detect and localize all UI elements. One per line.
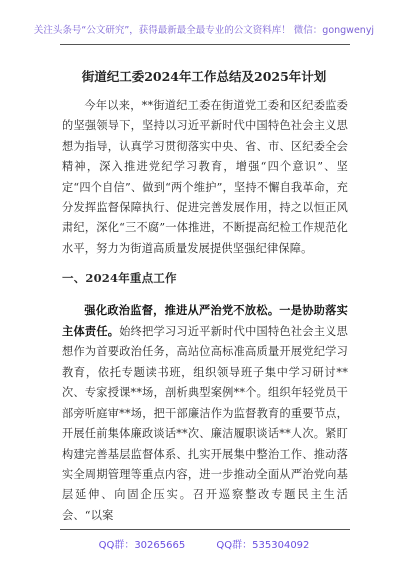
work-paragraph-text: 始终把学习习近平新时代中国特色社会主义思想作为首要政治任务，高站位高标准高质量开展党纪学习教育，依托专题读书班，组织领导班子集中学习研讨**次、专家授课**场，剖析典型案例**个。组织年轻党员干部旁听庭审**场，把干部廉洁作为监督教育的重要节点，开展任前集体廉政谈话**次、廉洁履职谈话**人次。紧盯构建完善基层监督体系、扎实开展集中整治工作、推动落实全周期管理等重点内容，进一步推动全面从严治党向基层延伸、向固企压实。召开巡察整改专题民主生活会、“以案 — [62, 325, 348, 522]
intro-paragraph: 今年以来，**街道纪工委在街道党工委和区纪委监委的坚强领导下，坚持以习近平新时代中国特色社会主义思想为指导，认真学习贯彻落实中央、省、市、区纪委全会精神，深入推进党纪学习教育，增强“四个意识”、坚定“四个自信”、做到“两个维护”，坚持不懈自我革命，充分发挥监督保障执行、促进完善发展作用，持之以恒正风肃纪，深化“三不腐”一体推进，不断提高纪检工作规范化水平，努力为街道高质量发展提供坚强纪律保障。 — [62, 99, 348, 255]
promo-header: 关注头条号“公文研究”，获得最新最全最专业的公文资料库！ 微信：gongwenyj — [33, 25, 375, 36]
work-paragraph — [62, 300, 348, 526]
footer-qq-left: QQ群：30265665 — [98, 540, 186, 551]
footer-divider — [60, 529, 350, 530]
header-divider — [60, 44, 350, 45]
section-heading-text: 一、2024年重点工作 — [62, 271, 177, 286]
footer-qq-right: QQ群：535304092 — [216, 540, 310, 551]
footer — [0, 536, 408, 551]
document-body — [62, 96, 348, 526]
work-paragraph-lead: 强化政治监督，推进从严治党不放松。一是协助落实主体责任。 — [62, 302, 348, 339]
document-title: 街道纪工委2024年工作总结及2025年计划 — [81, 69, 327, 84]
section-heading — [62, 268, 348, 289]
